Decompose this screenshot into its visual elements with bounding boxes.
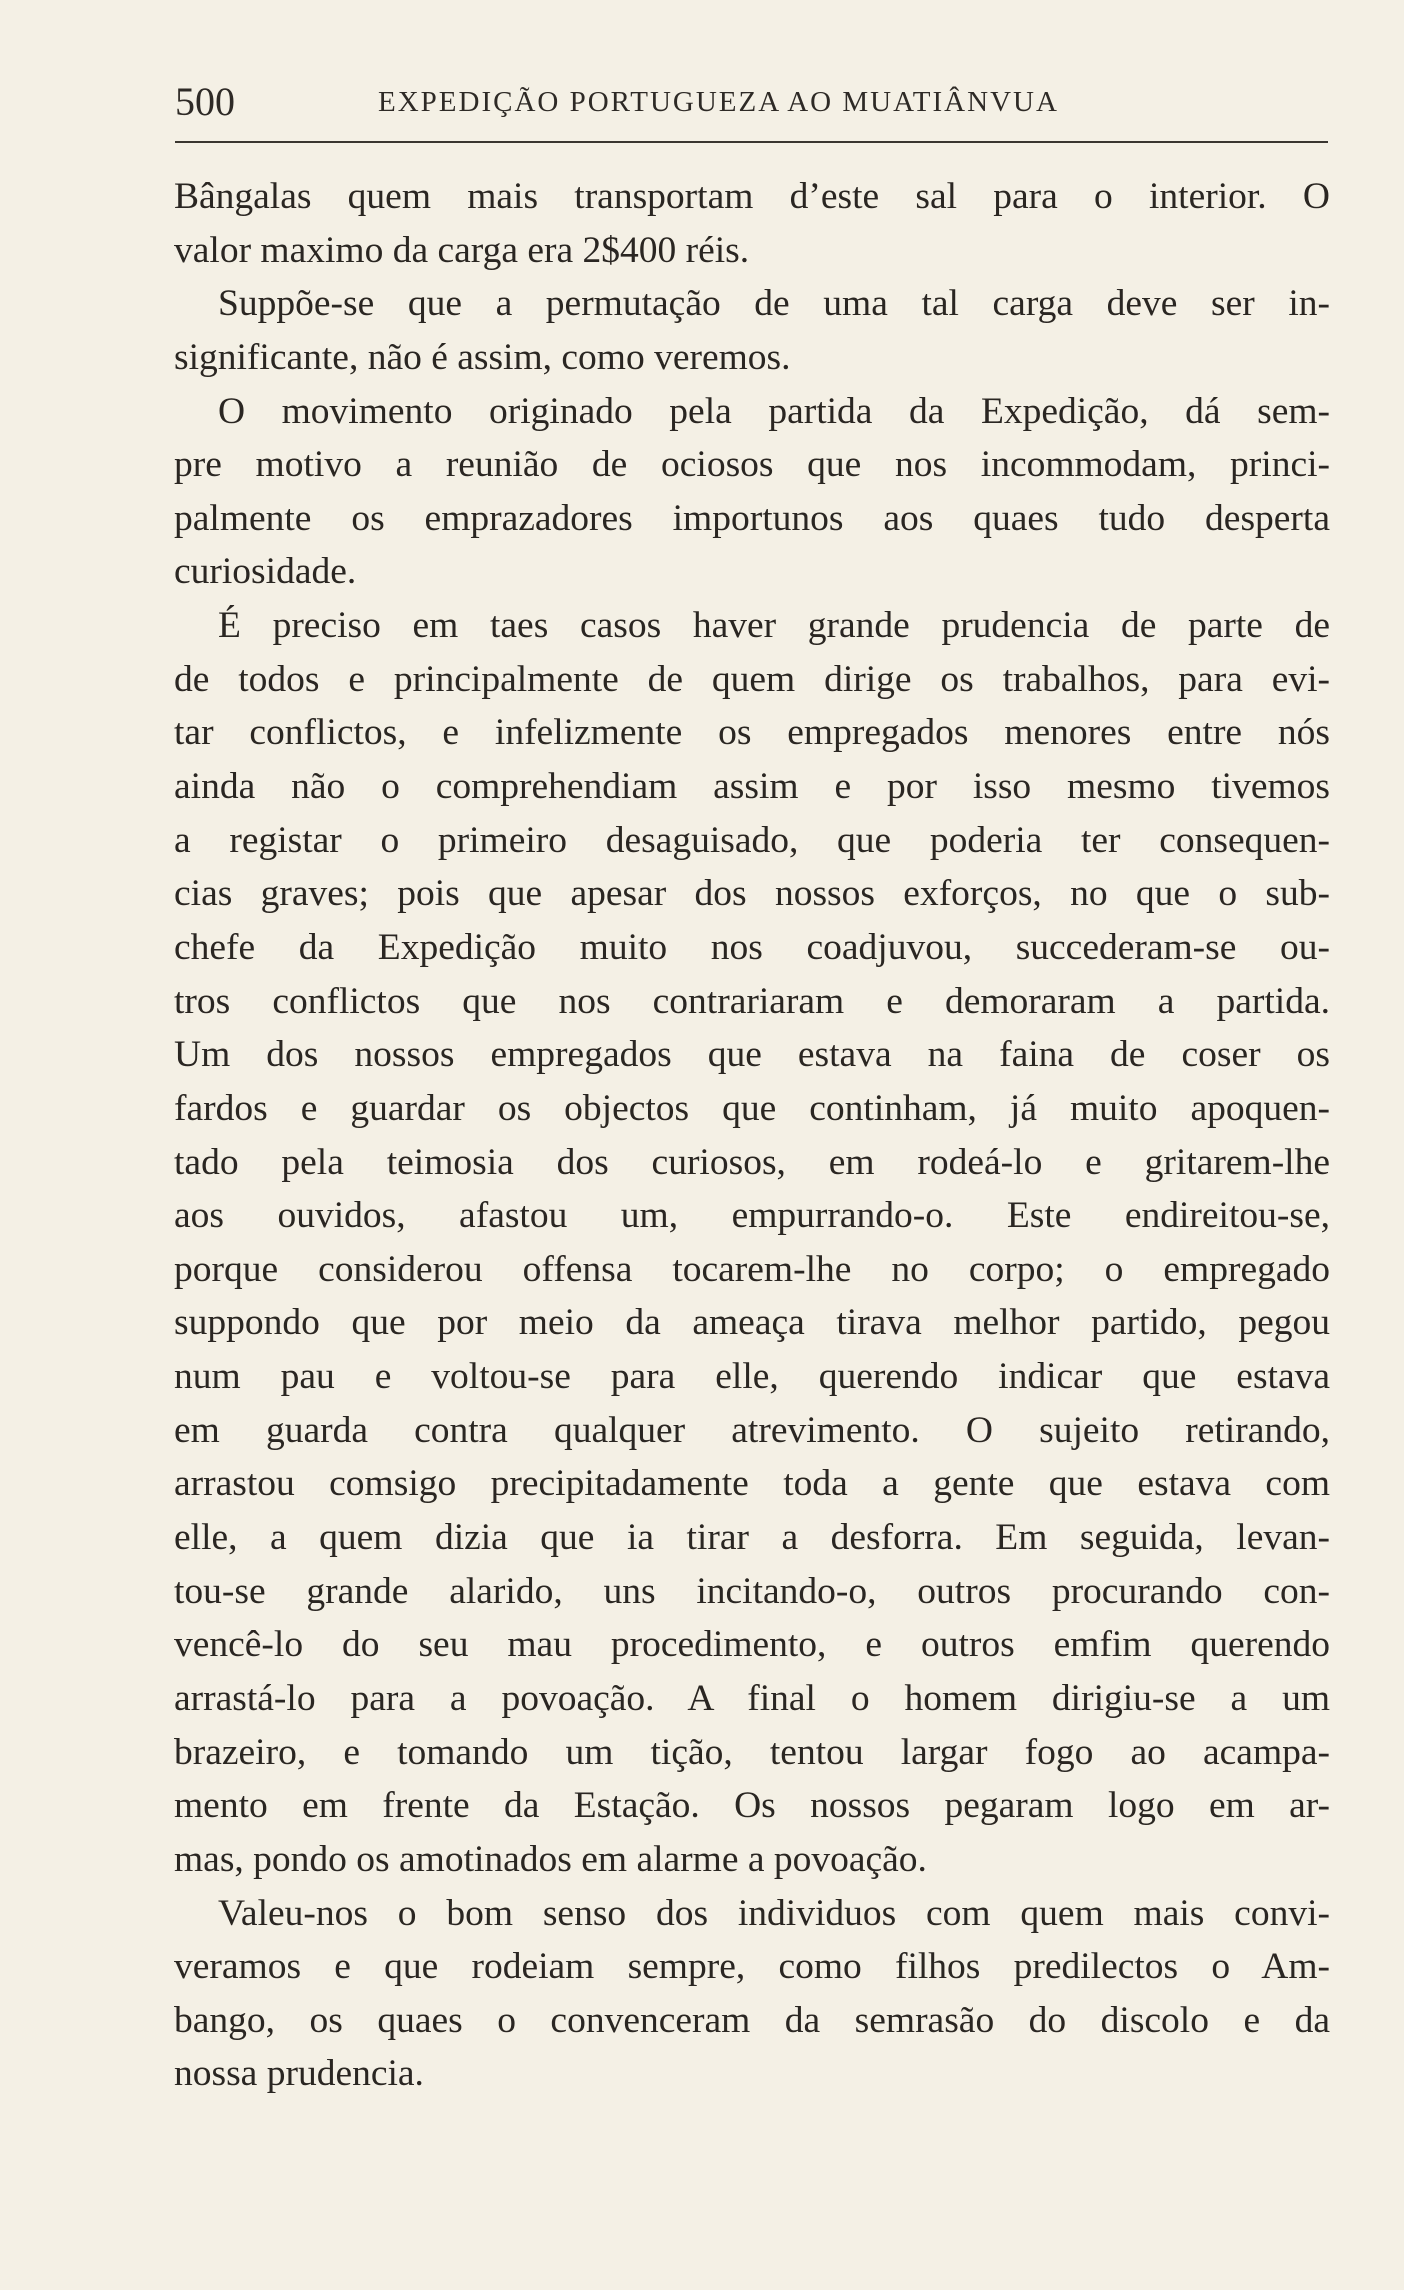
text-line: suppondo que por meio da ameaça tirava melhor partido, pegou [174, 1302, 1330, 1344]
text-line: em guarda contra qualquer atrevimento. O sujeito retirando, [174, 1409, 1330, 1451]
text-line: pre motivo a reunião de ociosos que nos incommodam, princi- [174, 444, 1330, 486]
text-line: num pau e voltou-se para elle, querendo indicar que estava [174, 1356, 1330, 1398]
body-text [174, 170, 1330, 2101]
text-line: significante, não é assim, como veremos. [174, 336, 791, 378]
text-line: Valeu-nos o bom senso dos individuos com quem mais convi- [218, 1892, 1330, 1934]
text-line: nossa prudencia. [174, 2053, 424, 2095]
text-line: vencê-lo do seu mau procedimento, e outros emfim querendo [174, 1624, 1330, 1666]
text-line: O movimento originado pela partida da Expedição, dá sem- [218, 390, 1330, 432]
text-line: arrastá-lo para a povoação. A final o homem dirigiu-se a um [174, 1677, 1330, 1719]
text-line: porque considerou offensa tocarem-lhe no corpo; o empregado [174, 1248, 1330, 1290]
text-line: tado pela teimosia dos curiosos, em rodeá-lo e gritarem-lhe [174, 1141, 1330, 1183]
text-line: aos ouvidos, afastou um, empurrando-o. Este endireitou-se, [174, 1195, 1330, 1237]
text-line: palmente os emprazadores importunos aos quaes tudo desperta [174, 497, 1330, 539]
text-line: mas, pondo os amotinados em alarme a povoação. [174, 1838, 927, 1880]
text-line: tou-se grande alarido, uns incitando-o, outros procurando con- [174, 1570, 1330, 1612]
text-line: a registar o primeiro desaguisado, que poderia ter consequen- [174, 819, 1330, 861]
text-line: elle, a quem dizia que ia tirar a desforra. Em seguida, levan- [174, 1517, 1330, 1559]
text-line: Um dos nossos empregados que estava na faina de coser os [174, 1034, 1330, 1076]
text-line: cias graves; pois que apesar dos nossos exforços, no que o sub- [174, 873, 1330, 915]
text-line: de todos e principalmente de quem dirige os trabalhos, para evi- [174, 658, 1330, 700]
text-line: bango, os quaes o convenceram da semrasão do discolo e da [174, 1999, 1330, 2041]
text-line: É preciso em taes casos haver grande prudencia de parte de [218, 605, 1330, 647]
text-line: chefe da Expedição muito nos coadjuvou, succederam-se ou- [174, 926, 1330, 968]
text-line: curiosidade. [174, 551, 357, 593]
text-line: brazeiro, e tomando um tição, tentou largar fogo ao acampa- [174, 1731, 1330, 1773]
text-line: Bângalas quem mais transportam d’este sal para o interior. O [174, 176, 1330, 217]
text-line: tros conflictos que nos contrariaram e demoraram a partida. [174, 980, 1330, 1022]
text-line: arrastou comsigo precipitadamente toda a gente que estava com [174, 1463, 1330, 1505]
page-number: 500 [175, 79, 235, 124]
header-rule [175, 141, 1328, 143]
text-line: Suppõe-se que a permutação de uma tal carga deve ser in- [218, 283, 1330, 325]
text-line: fardos e guardar os objectos que continham, já muito apoquen- [174, 1087, 1330, 1129]
text-line: ainda não o comprehendiam assim e por isso mesmo tivemos [174, 766, 1330, 808]
text-line: veramos e que rodeiam sempre, como filhos predilectos o Am- [174, 1946, 1330, 1988]
running-title: EXPEDIÇÃO PORTUGUEZA AO MUATIÂNVUA [378, 86, 1059, 118]
text-line: valor maximo da carga era 2$400 réis. [174, 229, 750, 271]
text-line: tar conflictos, e infelizmente os empregados menores entre nós [174, 712, 1330, 754]
text-line: mento em frente da Estação. Os nossos pegaram logo em ar- [174, 1785, 1330, 1827]
page-header [175, 72, 1325, 132]
